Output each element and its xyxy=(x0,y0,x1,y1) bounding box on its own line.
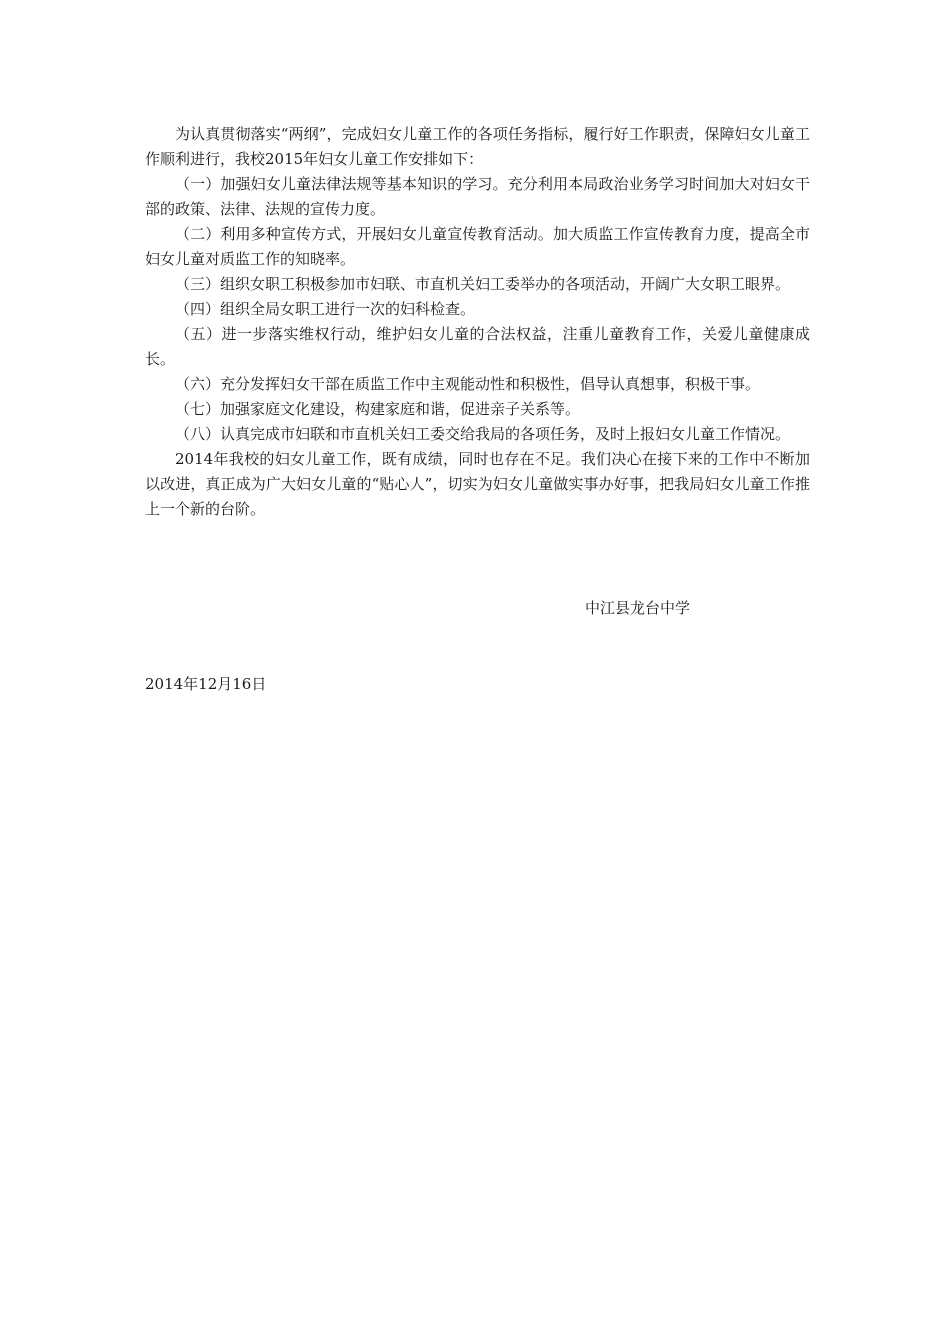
item-3-paragraph: （三）组织女职工积极参加市妇联、市直机关妇工委举办的各项活动，开阔广大女职工眼界。 xyxy=(175,275,791,293)
item-5-paragraph: （五）进一步落实维权行动，维护妇女儿童的合法权益，注重儿童教育工作，关爱儿童健康成长。 xyxy=(145,325,810,368)
document-body xyxy=(145,122,810,522)
item-6-paragraph: （六）充分发挥妇女干部在质监工作中主观能动性和积极性，倡导认真想事，积极干事。 xyxy=(175,375,761,393)
signature: 中江县龙台中学 xyxy=(585,599,691,617)
intro-paragraph: 为认真贯彻落实“两纲”，完成妇女儿童工作的各项任务指标，履行好工作职责，保障妇女儿童工作顺利进行，我校2015年妇女儿童工作安排如下： xyxy=(145,125,810,168)
item-1-paragraph: （一）加强妇女儿童法律法规等基本知识的学习。充分利用本局政治业务学习时间加大对妇女干部的政策、法律、法规的宣传力度。 xyxy=(145,175,810,218)
item-4-paragraph: （四）组织全局女职工进行一次的妇科检查。 xyxy=(175,300,476,318)
item-8-paragraph: （八）认真完成市妇联和市直机关妇工委交给我局的各项任务，及时上报妇女儿童工作情况。 xyxy=(175,425,791,443)
document-date: 2014年12月16日 xyxy=(145,675,267,693)
conclusion-paragraph: 2014年我校的妇女儿童工作，既有成绩，同时也存在不足。我们决心在接下来的工作中不断加以改进，真正成为广大妇女儿童的“贴心人”，切实为妇女儿童做实事办好事，把我局妇女儿童工作推上一个新的台阶。 xyxy=(145,450,810,518)
item-2-paragraph: （二）利用多种宣传方式，开展妇女儿童宣传教育活动。加大质监工作宣传教育力度，提高全市妇女儿童对质监工作的知晓率。 xyxy=(145,225,810,268)
item-7-paragraph: （七）加强家庭文化建设，构建家庭和谐，促进亲子关系等。 xyxy=(175,400,581,418)
